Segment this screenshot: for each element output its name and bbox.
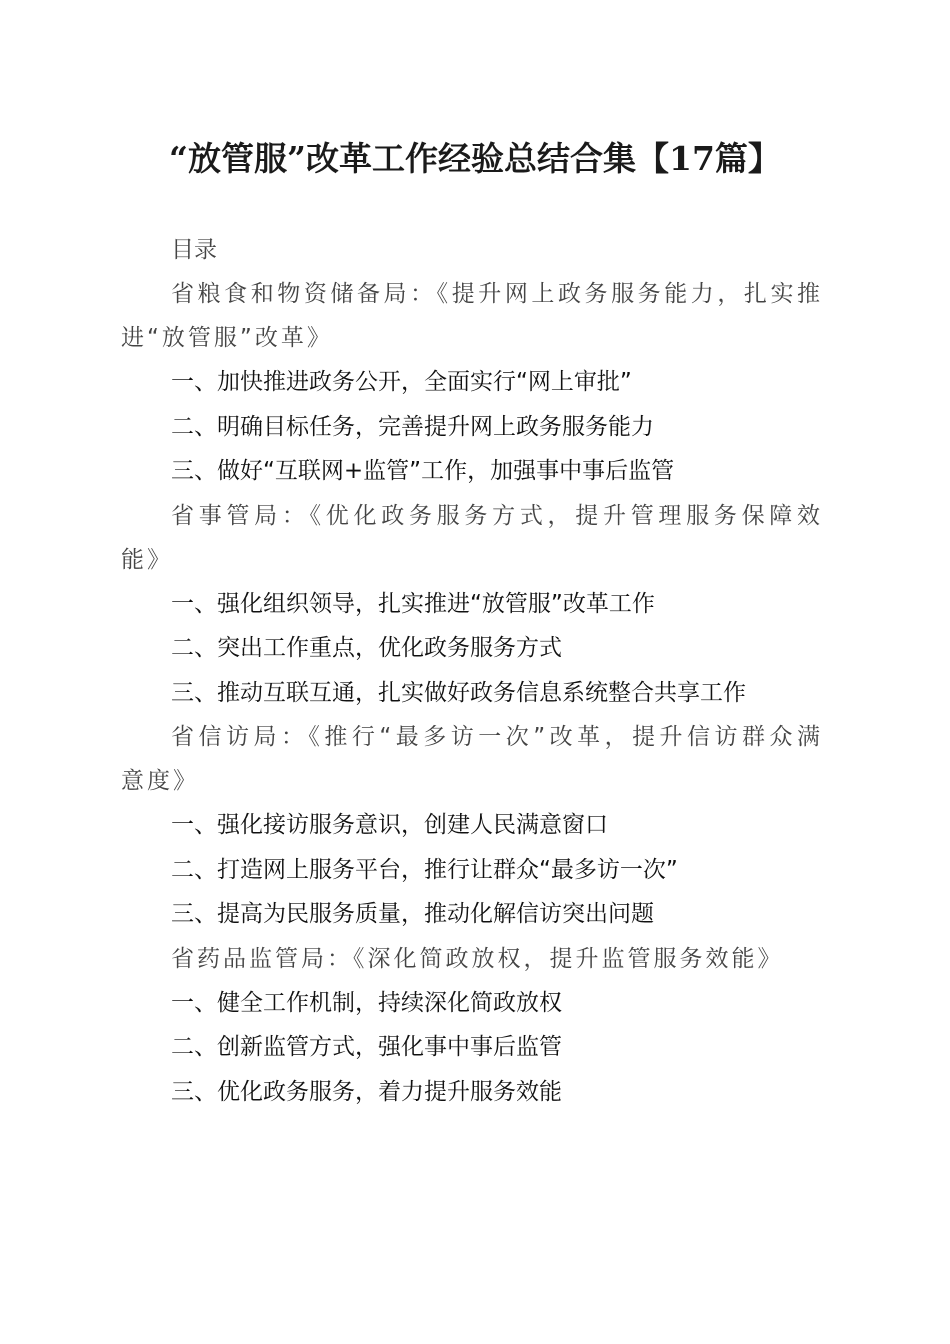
toc-label: 目录 <box>171 237 217 263</box>
toc-source: 省信访局：《推行“最多访一次”改革，提升信访群众满 <box>171 724 823 750</box>
toc-item: 二、创新监管方式，强化事中事后监管 <box>171 1034 562 1060</box>
toc-source: 省事管局：《优化政务服务方式，提升管理服务保障效 <box>171 502 823 529</box>
toc-item: 二、明确目标任务，完善提升网上政务服务能力 <box>171 413 654 440</box>
toc-item: 三、提高为民服务质量，推动化解信访突出问题 <box>171 901 654 927</box>
toc-item: 一、健全工作机制，持续深化简政放权 <box>171 989 562 1016</box>
toc-section <box>121 494 823 716</box>
toc-item: 三、推动互联互通，扎实做好政务信息系统整合共享工作 <box>171 679 746 706</box>
toc-section <box>121 937 823 1115</box>
toc-source-continued: 意度》 <box>121 768 199 794</box>
toc-section <box>121 715 823 937</box>
toc-item: 二、突出工作重点，优化政务服务方式 <box>171 635 562 661</box>
table-of-contents <box>121 228 823 1114</box>
toc-section <box>121 272 823 494</box>
toc-source: 省粮食和物资储备局：《提升网上政务服务能力，扎实推 <box>171 281 823 307</box>
toc-item: 三、优化政务服务，着力提升服务效能 <box>171 1078 562 1105</box>
toc-source: 省药品监管局：《深化简政放权，提升监管服务效能》 <box>171 945 784 972</box>
toc-item: 一、加快推进政务公开，全面实行“网上审批” <box>171 369 632 395</box>
toc-item: 二、打造网上服务平台，推行让群众“最多访一次” <box>171 856 678 883</box>
toc-source-continued: 进“放管服”改革》 <box>121 325 333 351</box>
toc-item: 一、强化组织领导，扎实推进“放管服”改革工作 <box>171 590 655 617</box>
toc-item: 一、强化接访服务意识，创建人民满意窗口 <box>171 812 608 838</box>
toc-source-continued: 能》 <box>121 546 173 573</box>
document-title: “放管服”改革工作经验总结合集【17篇】 <box>169 139 781 178</box>
toc-item: 三、做好“互联网+监管”工作，加强事中事后监管 <box>171 458 675 484</box>
